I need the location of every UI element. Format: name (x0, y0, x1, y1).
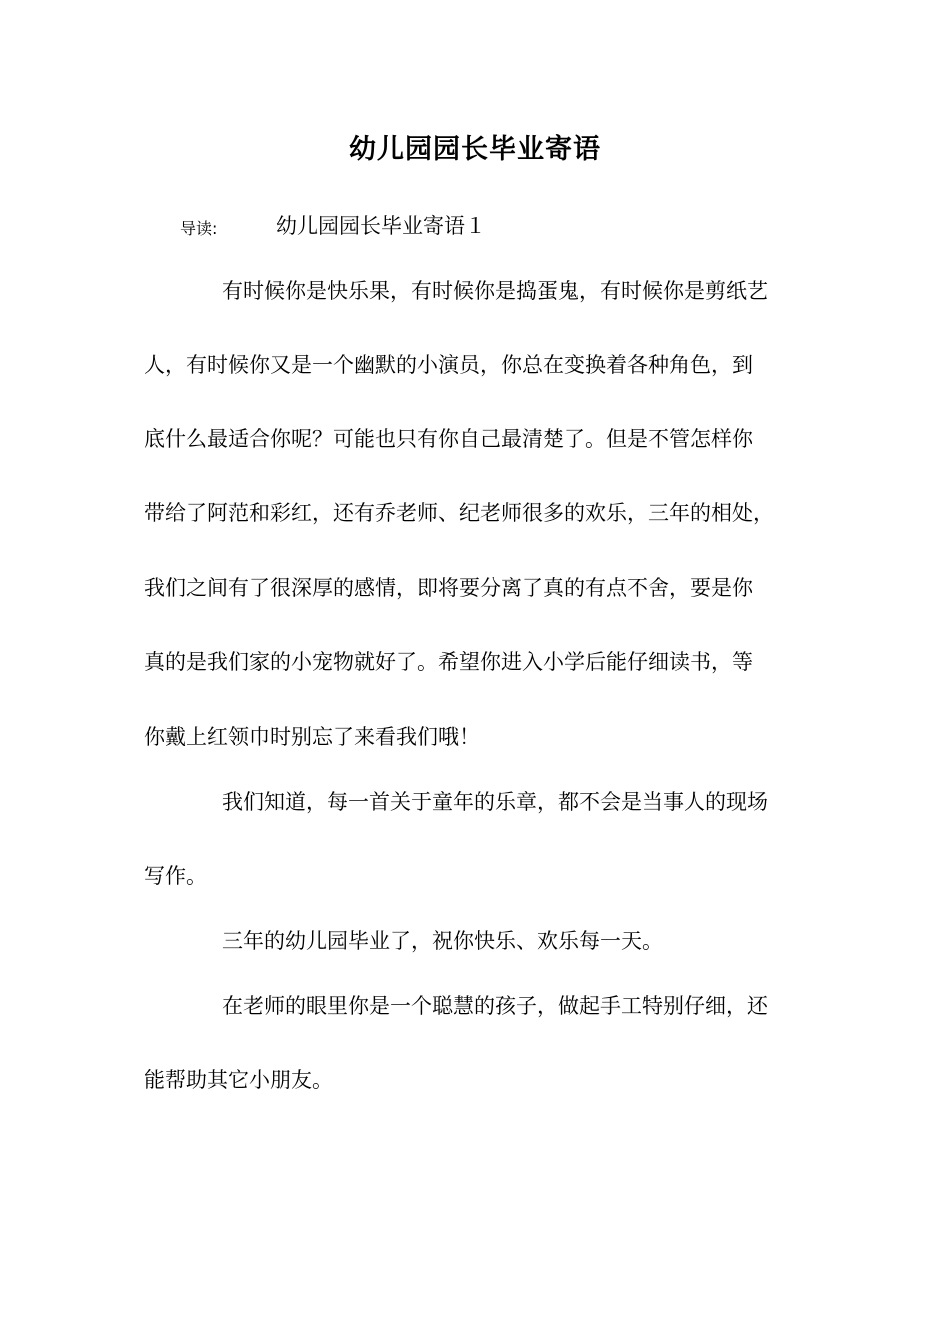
lead-heading: 幼儿园园长毕业寄语１ (276, 214, 486, 238)
body-line: 能帮助其它小朋友。 (144, 1068, 333, 1092)
body-line: 底什么最适合你呢？可能也只有你自己最清楚了。但是不管怎样你 (144, 427, 753, 451)
body-line: 你戴上红领巾时别忘了来看我们哦！ (144, 725, 480, 749)
body-line: 三年的幼儿园毕业了，祝你快乐、欢乐每一天。 (222, 929, 663, 953)
body-line: 我们知道，每一首关于童年的乐章，都不会是当事人的现场 (222, 790, 768, 814)
document-title: 幼儿园园长毕业寄语 (349, 134, 601, 165)
body-line: 在老师的眼里你是一个聪慧的孩子，做起手工特别仔细，还 (222, 994, 768, 1018)
lead-label: 导读: (180, 219, 218, 238)
body-line: 带给了阿范和彩红，还有乔老师、纪老师很多的欢乐，三年的相处， (144, 501, 774, 525)
body-line: 写作。 (144, 864, 207, 888)
body-line: 我们之间有了很深厚的感情，即将要分离了真的有点不舍，要是你 (144, 576, 753, 600)
body-line: 有时候你是快乐果，有时候你是捣蛋鬼，有时候你是剪纸艺 (222, 279, 768, 303)
body-line: 人，有时候你又是一个幽默的小演员，你总在变换着各种角色，到 (144, 353, 753, 377)
body-line: 真的是我们家的小宠物就好了。希望你进入小学后能仔细读书，等 (144, 650, 753, 674)
